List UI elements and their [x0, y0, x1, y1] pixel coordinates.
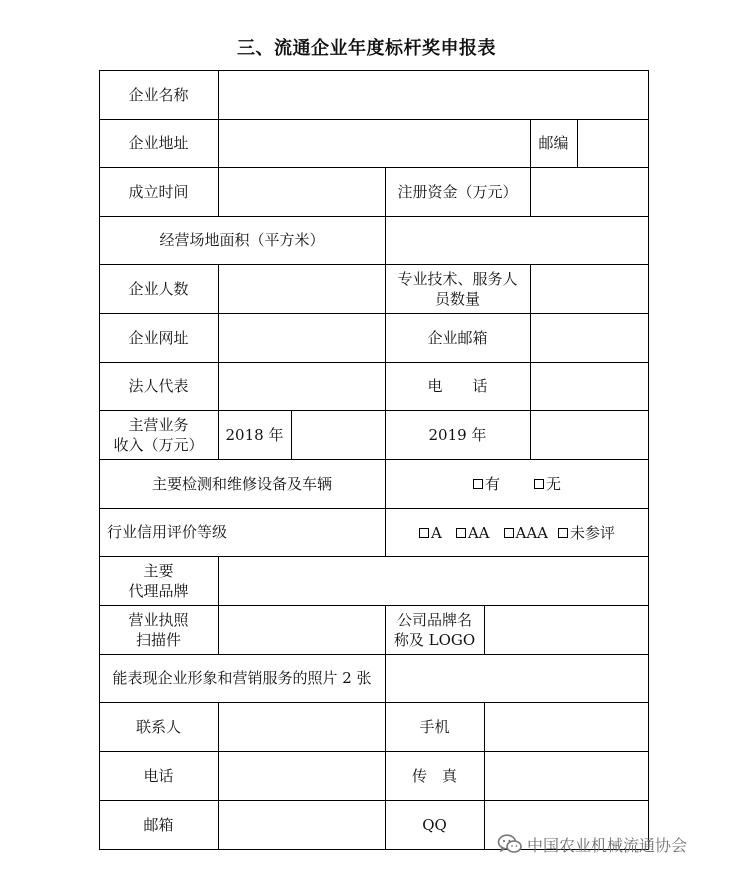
- founded-label: 成立时间: [128, 182, 189, 201]
- founded-field[interactable]: [219, 168, 385, 216]
- license-upload-field[interactable]: [219, 606, 385, 654]
- mail-label: 邮箱: [143, 815, 174, 834]
- postcode-field[interactable]: [578, 120, 648, 167]
- watermark: [497, 832, 687, 856]
- credit-rating-label: 行业信用评价等级: [107, 523, 228, 541]
- equipment-options: [386, 460, 648, 508]
- year-2018-label: 2018 年: [225, 425, 284, 444]
- main-brands-label: 主要 代理品牌: [128, 561, 189, 600]
- revenue-2018-field[interactable]: [292, 411, 385, 459]
- photos-upload-field[interactable]: [386, 655, 648, 702]
- revenue-2019-field[interactable]: [531, 411, 648, 459]
- license-label: 营业执照 扫描件: [128, 610, 189, 649]
- employees-label: 企业人数: [128, 279, 189, 298]
- mobile-label: 手机: [419, 717, 450, 736]
- employees-field[interactable]: [219, 265, 385, 313]
- checkbox-icon[interactable]: [558, 528, 568, 538]
- main-revenue-label: 主营业务 收入（万元）: [113, 415, 204, 454]
- business-area-field[interactable]: [386, 217, 648, 264]
- checkbox-icon[interactable]: [456, 528, 466, 538]
- tel-label: 电话: [143, 766, 174, 785]
- company-address-label: 企业地址: [128, 134, 189, 152]
- credit-rating-options: [386, 509, 648, 556]
- registered-capital-label: 注册资金（万元）: [397, 182, 518, 201]
- registered-capital-field[interactable]: [531, 168, 648, 216]
- company-address-field[interactable]: [219, 120, 530, 167]
- legal-rep-label: 法人代表: [128, 377, 189, 395]
- legal-rep-field[interactable]: [219, 363, 385, 410]
- credit-option-aaa[interactable]: AAA: [504, 523, 549, 543]
- tech-staff-field[interactable]: [531, 265, 648, 313]
- tel-field[interactable]: [219, 752, 385, 800]
- website-field[interactable]: [219, 314, 385, 362]
- business-area-label: 经营场地面积（平方米）: [159, 231, 325, 249]
- fax-label: 传 真: [411, 766, 457, 785]
- equipment-option-no[interactable]: 无: [534, 474, 561, 494]
- company-email-label: 企业邮箱: [427, 328, 488, 347]
- contact-label: 联系人: [135, 717, 181, 736]
- tech-staff-label: 专业技术、服务人 员数量: [397, 269, 518, 308]
- website-label: 企业网址: [128, 328, 189, 347]
- company-name-label: 企业名称: [128, 85, 189, 104]
- checkbox-icon[interactable]: [504, 528, 514, 538]
- fax-field[interactable]: [485, 752, 648, 800]
- company-name-field[interactable]: [219, 71, 648, 119]
- contact-field[interactable]: [219, 703, 385, 751]
- equipment-option-yes[interactable]: 有: [473, 474, 500, 494]
- mobile-field[interactable]: [485, 703, 648, 751]
- wechat-icon: [497, 833, 523, 855]
- credit-option-none[interactable]: 未参评: [558, 523, 615, 543]
- company-phone-label: 电 话: [427, 377, 488, 395]
- equipment-label: 主要检测和维修设备及车辆: [151, 474, 332, 493]
- photos-label: 能表现企业形象和营销服务的照片 2 张: [112, 669, 372, 687]
- brand-logo-label: 公司品牌名 称及 LOGO: [393, 610, 476, 649]
- company-phone-field[interactable]: [531, 363, 648, 410]
- main-brands-field[interactable]: [219, 557, 648, 605]
- year-2019-label: 2019 年: [428, 425, 487, 444]
- checkbox-icon[interactable]: [473, 479, 483, 489]
- postcode-label: 邮编: [538, 134, 569, 152]
- company-email-field[interactable]: [531, 314, 648, 362]
- mail-field[interactable]: [219, 801, 385, 849]
- qq-label: QQ: [422, 815, 447, 834]
- checkbox-icon[interactable]: [534, 479, 544, 489]
- credit-option-a[interactable]: A: [419, 523, 442, 543]
- checkbox-icon[interactable]: [419, 528, 429, 538]
- brand-logo-field[interactable]: [485, 606, 648, 654]
- watermark-text: 中国农业机械流通协会: [527, 835, 688, 855]
- page-title: 三、流通企业年度标杆奖申报表: [237, 38, 496, 59]
- credit-option-aa[interactable]: AA: [456, 523, 490, 543]
